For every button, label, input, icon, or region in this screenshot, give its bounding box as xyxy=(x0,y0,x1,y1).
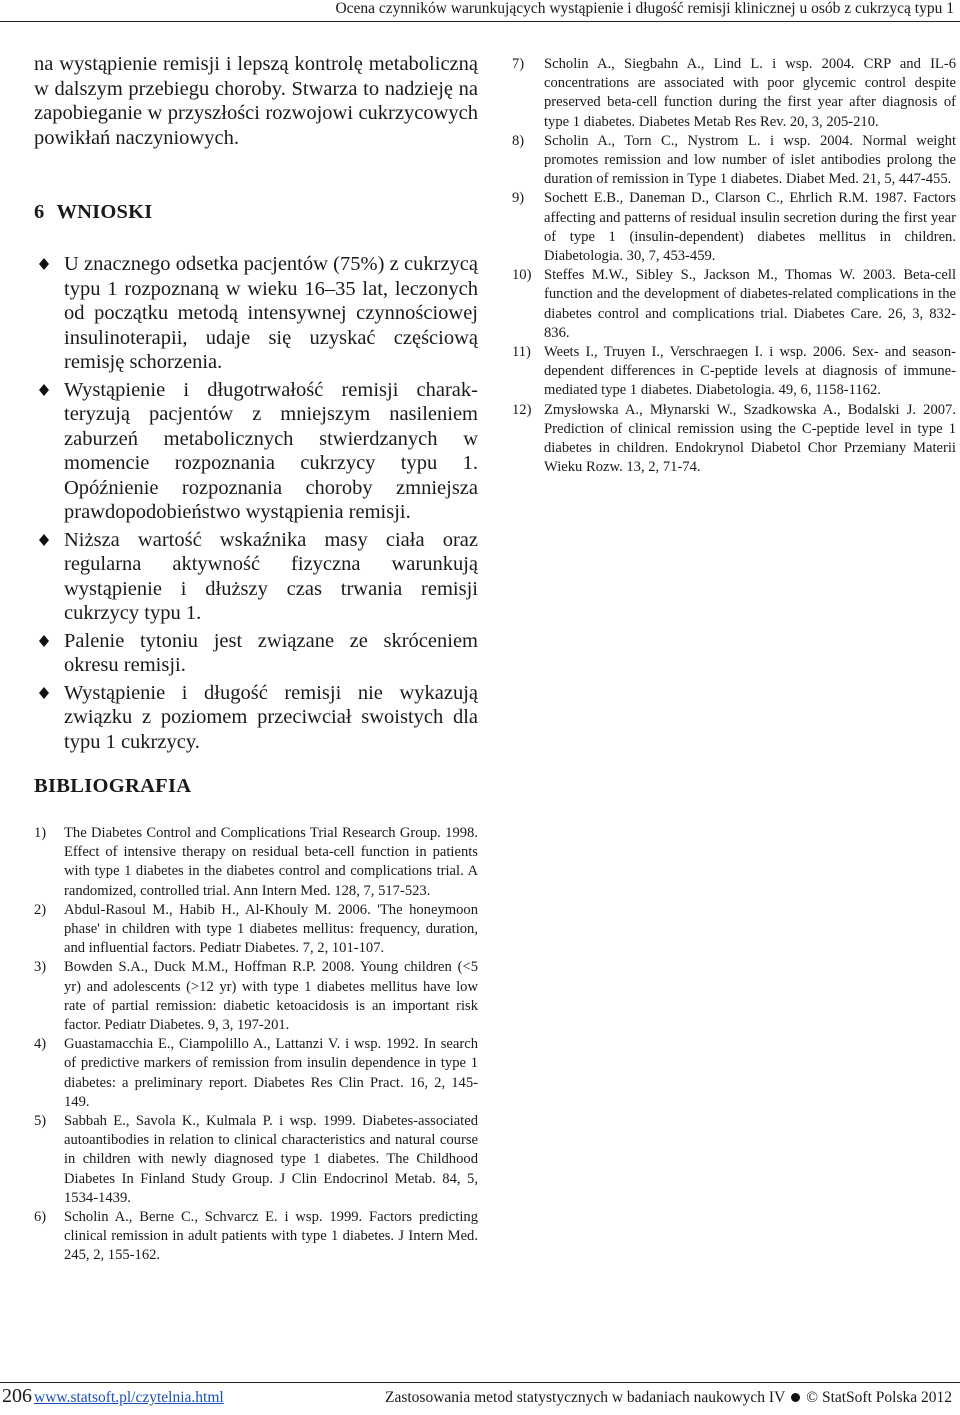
conclusion-item xyxy=(34,681,478,755)
reference-text: Scholin A., Torn C., Nystrom L. i wsp. 2004. Normal weight promotes remission and low number of islet antibodies prolong the duration of remission in Type 1 diabetes. Diabet Med. 21, 5, 447-455. xyxy=(544,132,956,188)
reference-number: 6) xyxy=(34,1209,47,1226)
reference-item xyxy=(34,1208,478,1266)
reference-text: Abdul-Rasoul M., Habib H., Al-Khouly M. 2006. 'The honeymoon phase' in children with type 1 diabetes mellitus: frequency, duration, and influential factors. Pediatr Diabetes. 7, 2, 101-107. xyxy=(64,901,478,957)
reference-number: 2) xyxy=(34,901,47,918)
copyright-notice: © StatSoft Polska 2012 xyxy=(806,1389,952,1406)
conclusions-list xyxy=(34,252,478,754)
section-title: WNIOSKI xyxy=(56,201,153,223)
reference-item xyxy=(34,824,478,901)
reference-number: 3) xyxy=(34,959,47,976)
reference-number: 11) xyxy=(512,344,531,361)
diamond-bullet-icon xyxy=(38,384,50,396)
reference-item xyxy=(512,266,956,343)
intro-paragraph: na wystąpienie remisji i lepszą kontrolę metaboliczną w dalszym przebiegu choroby. Stwarza to nadzieję na zapobieganie w przyszłości rozwojowi cukrzycowych powikłań naczyniowych. xyxy=(34,53,478,149)
conclusion-item xyxy=(34,252,478,375)
reference-text: Scholin A., Berne C., Schvarcz E. i wsp. 1999. Factors predicting clinical remission in adult patients with type 1 diabetes. J Intern Med. 245, 2, 155-162. xyxy=(64,1209,478,1264)
conclusion-text: Wystąpienie i długość remisji nie wykazują związku z poziomem przeciwciał swoistych dla typu 1 cukrzycy. xyxy=(64,681,478,753)
page-number: 206 xyxy=(2,1385,32,1407)
reference-item xyxy=(34,1035,478,1112)
reference-text: Zmysłowska A., Młynarski W., Szadkowska A., Bodalski J. 2007. Prediction of clinical remission using the C-peptide level in type 1 diabetes in children. Endokrynol Diabetol Chor Przemiany Materii Wieku Rozw. 13, 2, 71-74. xyxy=(544,401,956,476)
reference-number: 9) xyxy=(512,190,525,207)
reference-item xyxy=(512,189,956,266)
reference-text: Weets I., Truyen I., Verschraegen I. i wsp. 2006. Sex- and season-dependent differences in C-peptide levels at diagnosis of immune-mediated type 1 diabetes. Diabetologia. 49, 6, 1158-1162. xyxy=(544,344,956,399)
diamond-bullet-icon xyxy=(38,258,50,270)
reference-item xyxy=(512,55,956,132)
reference-item xyxy=(512,132,956,190)
diamond-bullet-icon xyxy=(38,635,50,647)
reference-text: Steffes M.W., Sibley S., Jackson M., Thomas W. 2003. Beta-cell function and the development of diabetes-related complications in the diabetes control and complications trial. Diabetes Care. 26, 3, 832-836. xyxy=(544,267,956,341)
reference-list-right xyxy=(512,55,956,477)
conference-title: Zastosowania metod statystycznych w badaniach naukowych IV xyxy=(384,1389,786,1406)
conclusion-item xyxy=(34,528,478,626)
conclusion-text: Palenie tytoniu jest związane ze skróceniem okresu remisji. xyxy=(64,629,478,676)
diamond-bullet-icon xyxy=(38,687,50,699)
diamond-bullet-icon xyxy=(38,534,50,546)
reference-item xyxy=(34,1112,478,1208)
reference-item xyxy=(34,901,478,959)
conclusion-text: Wystąpienie i długotrwałość remisji charakteryzują pacjentów z mniejszym nasileniem zaburzeń metabolicznych stwierdzanych w momencie rozpoznania cukrzycy typu 1. Opóźnienie rozpoznania choroby zmniejsza prawdopodobieństwo wystąpienia remisji. xyxy=(64,378,478,523)
conclusion-item xyxy=(34,378,478,525)
conclusion-text: U znacznego odsetka pacjentów (75%) z cukrzycą typu 1 rozpoznaną w wieku 16–35 lat, leczonych od początku metodą intensywnej czynnościowej insulinoterapii, udaje się uzyskać częściową remisję schorzenia. xyxy=(64,253,478,373)
reference-text: Guastamacchia E., Ciampolillo A., Lattanzi V. i wsp. 1992. In search of predictive markers of remission from insulin dependence in type 1 diabetes: a preliminary report. Diabetes Res Clin Pract. 16, 2, 145-149. xyxy=(64,1036,478,1110)
conclusion-text: Niższa wartość wskaźnika masy ciała oraz regularna aktywność fizyczna warunkują wystąpienie i dłuższy czas trwania remisji cukrzycy typu 1. xyxy=(64,528,478,624)
reference-list-left xyxy=(34,824,478,1266)
reference-text: Bowden S.A., Duck M.M., Hoffman R.P. 2008. Young children (<5 yr) and adolescents (>12 yr) with type 1 diabetes mellitus have low rate of partial remission: diabetic ketoacidosis is an important risk factor. Pediatr Diabetes. 9, 3, 197-201. xyxy=(64,959,478,1034)
reference-number: 5) xyxy=(34,1113,47,1130)
reference-number: 7) xyxy=(512,56,525,72)
section-number: 6 xyxy=(34,201,45,223)
running-header xyxy=(0,0,960,22)
reference-item xyxy=(512,343,956,401)
bibliography-heading: BIBLIOGRAFIA xyxy=(34,775,192,797)
reference-text: Scholin A., Siegbahn A., Lind L. i wsp. 2004. CRP and IL-6 concentrations are associated with poor glycemic control despite preserved beta-cell function during the first year after diagnosis of type 1 diabetes. Diabetes Metab Res Rev. 20, 3, 205-210. xyxy=(544,56,956,130)
running-title: Ocena czynników warunkujących wystąpienie i długość remisji klinicznej u osób z cukrzycą typu 1 xyxy=(335,0,954,17)
reference-item xyxy=(512,401,956,478)
reference-number: 10) xyxy=(512,267,532,284)
reference-text: Sochett E.B., Daneman D., Clarson C., Ehrlich R.M. 1987. Factors affecting and patterns of residual insulin secretion during the first year of type 1 (insulin-dependent) diabetes mellitus in children. Diabetologia. 30, 7, 453-459. xyxy=(544,190,956,265)
page-footer xyxy=(0,1382,960,1415)
left-column xyxy=(34,52,478,757)
reference-item xyxy=(34,958,478,1035)
bullet-dot-icon xyxy=(791,1393,800,1402)
section-heading-conclusions xyxy=(34,201,478,224)
reference-text: Sabbah E., Savola K., Kulmala P. i wsp. 1999. Diabetes-associated autoantibodies in relation to clinical characteristics and natural course in children with newly diagnosed type 1 diabetes. The Childhood Diabetes In Finland Study Group. J Clin Endocrinol Metab. 84, 5, 1534-1439. xyxy=(64,1113,478,1206)
footer-link[interactable]: www.statsoft.pl/czytelnia.html xyxy=(34,1389,224,1406)
footer-publication xyxy=(385,1389,952,1407)
reference-number: 1) xyxy=(34,825,47,841)
reference-number: 8) xyxy=(512,132,525,149)
reference-number: 4) xyxy=(34,1036,47,1053)
reference-number: 12) xyxy=(512,401,532,418)
conclusion-item xyxy=(34,629,478,678)
reference-text: The Diabetes Control and Complications Trial Research Group. 1998. Effect of intensive therapy on residual beta-cell function in patients with type 1 diabetes in the diabetes control and complications trial. A randomized, controlled trial. Ann Intern Med. 128, 7, 517-523. xyxy=(64,825,478,899)
